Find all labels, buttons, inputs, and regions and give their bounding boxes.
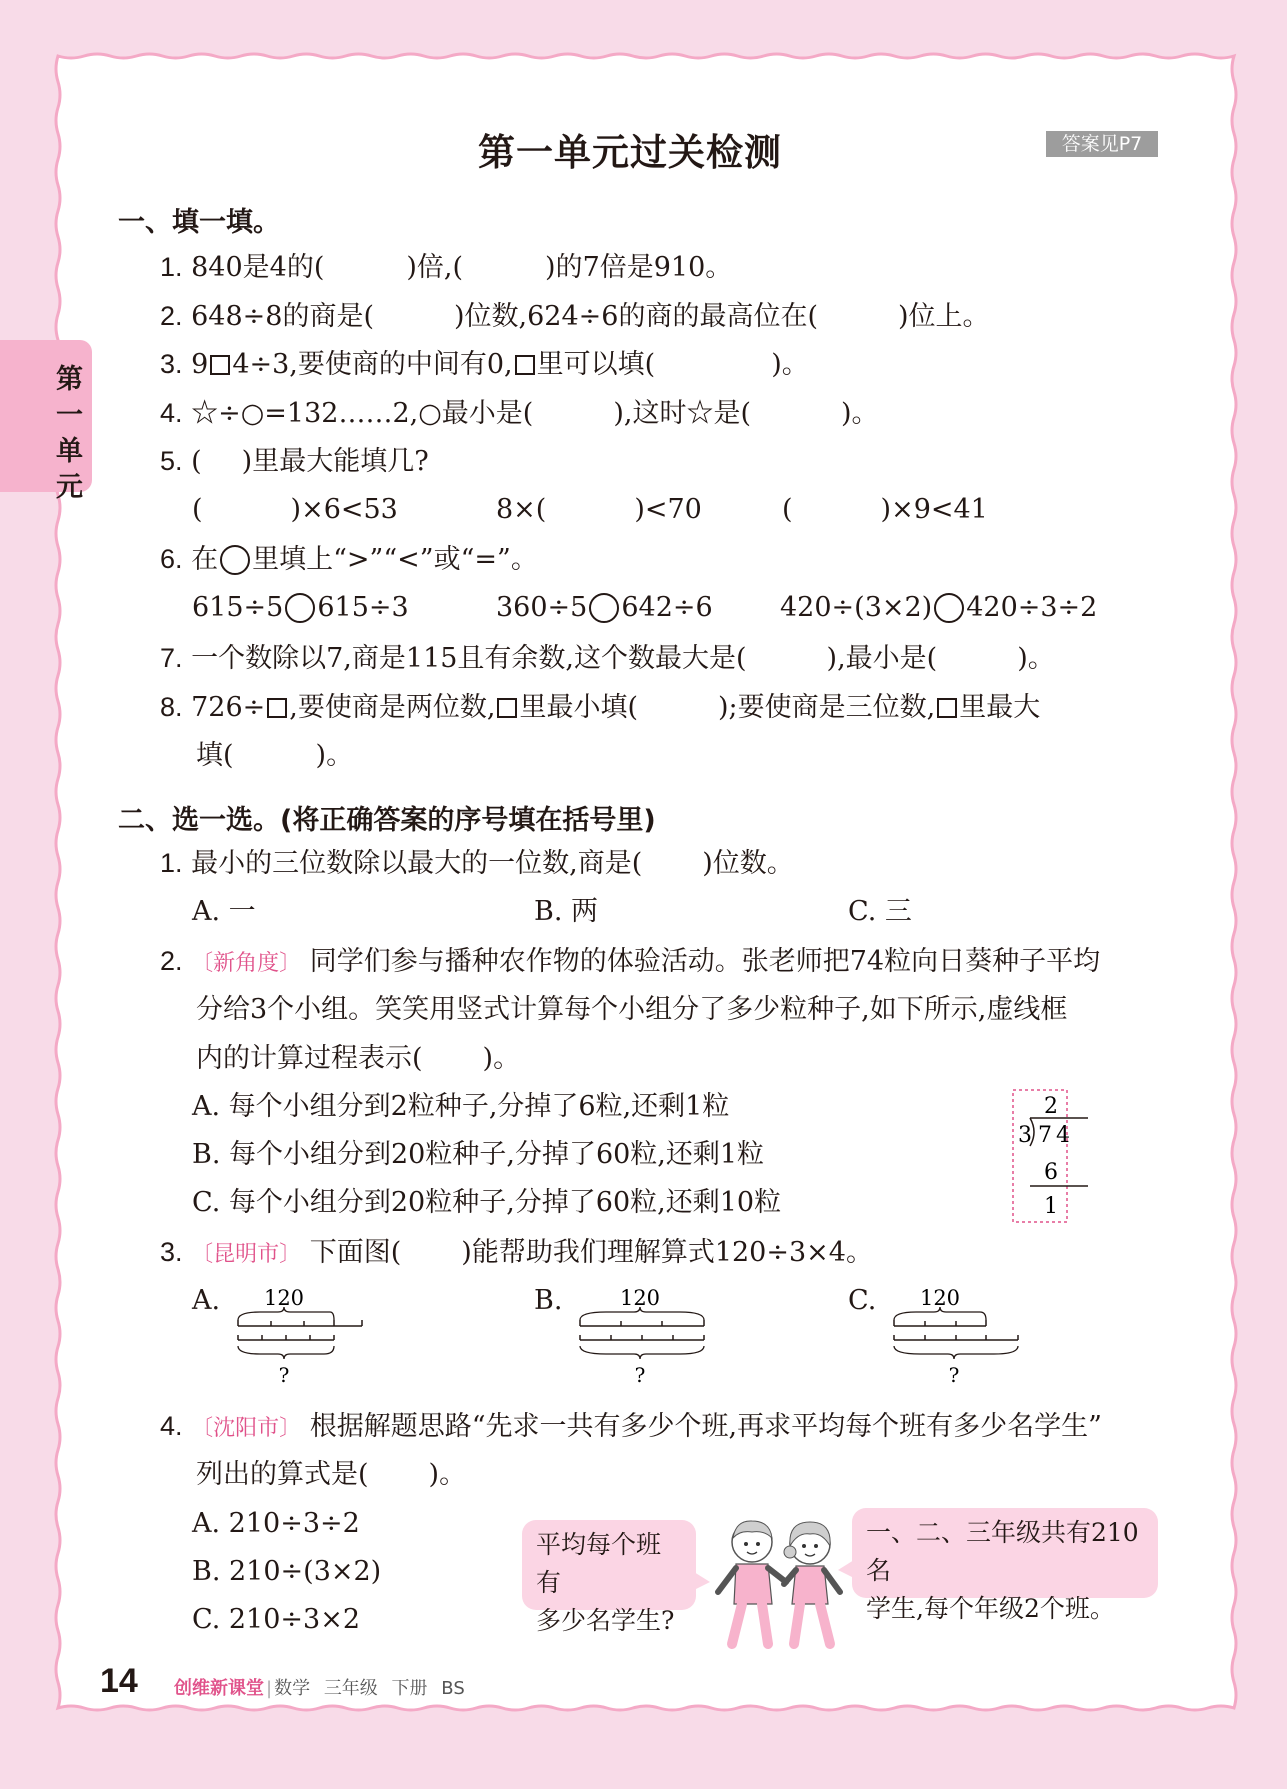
- choice-option[interactable]: C.: [848, 1285, 877, 1316]
- fill-item-1: 1. 840是4的( )倍,( )的7倍是910。: [160, 252, 733, 283]
- choice-question-4: 4. 〔沈阳市〕 根据解题思路“先求一共有多少个班,再求平均每个班有多少名学生”: [160, 1411, 1102, 1442]
- diagram-question-label: ?: [278, 1363, 290, 1387]
- bar-diagram-c: [890, 1282, 1024, 1390]
- product: 6: [1044, 1160, 1058, 1185]
- square-icon: [210, 355, 230, 375]
- quotient: 2: [1044, 1094, 1058, 1119]
- answer-ref-badge: 答案见P7: [1046, 131, 1158, 157]
- children-illustration: [706, 1512, 854, 1654]
- choice-option[interactable]: B. 两: [534, 896, 599, 927]
- footer-edition: BS: [441, 1678, 465, 1699]
- speech-bubble-left: 平均每个班有 多少名学生?: [522, 1520, 696, 1610]
- bar-diagram-a: [234, 1282, 368, 1390]
- choice-question-2: 2. 〔新角度〕 同学们参与播种农作物的体验活动。张老师把74粒向日葵种子平均: [160, 946, 1101, 977]
- dividend: 74: [1038, 1123, 1074, 1148]
- square-icon: [267, 698, 287, 718]
- source-tag: 〔昆明市〕: [191, 1242, 302, 1267]
- fill-item-5-row: ( )×6<53: [192, 494, 398, 525]
- choice-option[interactable]: C. 210÷3×2: [192, 1604, 360, 1635]
- square-icon: [515, 355, 535, 375]
- square-icon: [937, 698, 957, 718]
- page-number: 14: [100, 1662, 138, 1700]
- question-text: 分给3个小组。笑笑用竖式计算每个小组分了多少粒种子,如下所示,虚线框: [196, 994, 1068, 1025]
- compare-row: 360÷5 642÷6: [496, 592, 713, 623]
- circle-icon: [220, 545, 250, 575]
- choice-question-1: 1. 最小的三位数除以最大的一位数,商是( )位数。: [160, 848, 794, 879]
- choice-option[interactable]: A.: [192, 1285, 221, 1316]
- compare-row: 615÷5 615÷3: [192, 592, 409, 623]
- compare-row: 420÷(3×2) 420÷3÷2: [780, 592, 1098, 623]
- remainder: 1: [1044, 1194, 1058, 1219]
- fill-item-8-cont: 填( )。: [196, 740, 354, 771]
- fill-item-5-row: ( )×9<41: [782, 494, 988, 525]
- footer-info: 创维新课堂 | 数学 三年级 下册 BS: [174, 1678, 465, 1699]
- square-icon: [497, 698, 517, 718]
- source-tag: 〔新角度〕: [191, 951, 302, 976]
- page-title: 第一单元过关检测: [478, 131, 782, 174]
- choice-option[interactable]: B. 210÷(3×2): [192, 1556, 382, 1587]
- diagram-total-label: 120: [263, 1286, 305, 1310]
- circle-icon: [589, 593, 619, 623]
- fill-item-5-row: 8×( )<70: [496, 494, 702, 525]
- question-text: 列出的算式是( )。: [196, 1459, 467, 1490]
- section2-heading: 二、选一选。(将正确答案的序号填在括号里): [118, 805, 656, 836]
- bar-diagram-b: [576, 1282, 710, 1390]
- choice-option[interactable]: C. 每个小组分到20粒种子,分掉了60粒,还剩10粒: [192, 1187, 782, 1218]
- footer-grade: 三年级: [323, 1678, 378, 1699]
- choice-option[interactable]: A. 210÷3÷2: [192, 1508, 360, 1539]
- fill-item-5: 5. ( )里最大能填几?: [160, 446, 429, 477]
- section1-heading: 一、填一填。: [118, 207, 280, 238]
- question-text: 内的计算过程表示( )。: [196, 1043, 521, 1074]
- fill-item-2: 2. 648÷8的商是( )位数,624÷6的商的最高位在( )位上。: [160, 301, 990, 332]
- fill-item-6: 6. 在 里填上“>”“<”或“=”。: [160, 544, 538, 575]
- choice-question-3: 3. 〔昆明市〕 下面图( )能帮助我们理解算式120÷3×4。: [160, 1237, 873, 1268]
- choice-option[interactable]: C. 三: [848, 896, 912, 927]
- circle-icon: [934, 593, 964, 623]
- footer-brand: 创维新课堂: [174, 1678, 264, 1699]
- choice-option[interactable]: A. 每个小组分到2粒种子,分掉了6粒,还剩1粒: [192, 1091, 730, 1122]
- fill-item-4: 4. ☆÷○=132……2,○最小是( ),这时☆是( )。: [160, 398, 879, 429]
- long-division-figure: [1006, 1086, 1100, 1226]
- diagram-question-label: ?: [948, 1363, 960, 1387]
- choice-option[interactable]: B.: [534, 1285, 563, 1316]
- speech-bubble-right: 一、二、三年级共有210名 学生,每个年级2个班。: [852, 1508, 1158, 1598]
- diagram-question-label: ?: [634, 1363, 646, 1387]
- footer-volume: 下册: [391, 1678, 428, 1699]
- footer-subject: 数学: [274, 1678, 311, 1699]
- diagram-total-label: 120: [919, 1286, 961, 1310]
- circle-icon: [285, 593, 315, 623]
- choice-option[interactable]: A. 一: [192, 896, 256, 927]
- fill-item-7: 7. 一个数除以7,商是115且有余数,这个数最大是( ),最小是( )。: [160, 643, 1055, 674]
- diagram-total-label: 120: [619, 1286, 661, 1310]
- fill-item-3: 3. 9 4÷3,要使商的中间有0, 里可以填( )。: [160, 349, 809, 380]
- choice-option[interactable]: B. 每个小组分到20粒种子,分掉了60粒,还剩1粒: [192, 1139, 765, 1170]
- divisor: 3: [1018, 1123, 1032, 1148]
- side-tab-label: 第一单元: [56, 364, 83, 503]
- dashed-box: [1013, 1090, 1067, 1222]
- fill-item-8: 8. 726÷ ,要使商是两位数, 里最小填( );要使商是三位数, 里最大: [160, 692, 1041, 723]
- source-tag: 〔沈阳市〕: [191, 1416, 302, 1441]
